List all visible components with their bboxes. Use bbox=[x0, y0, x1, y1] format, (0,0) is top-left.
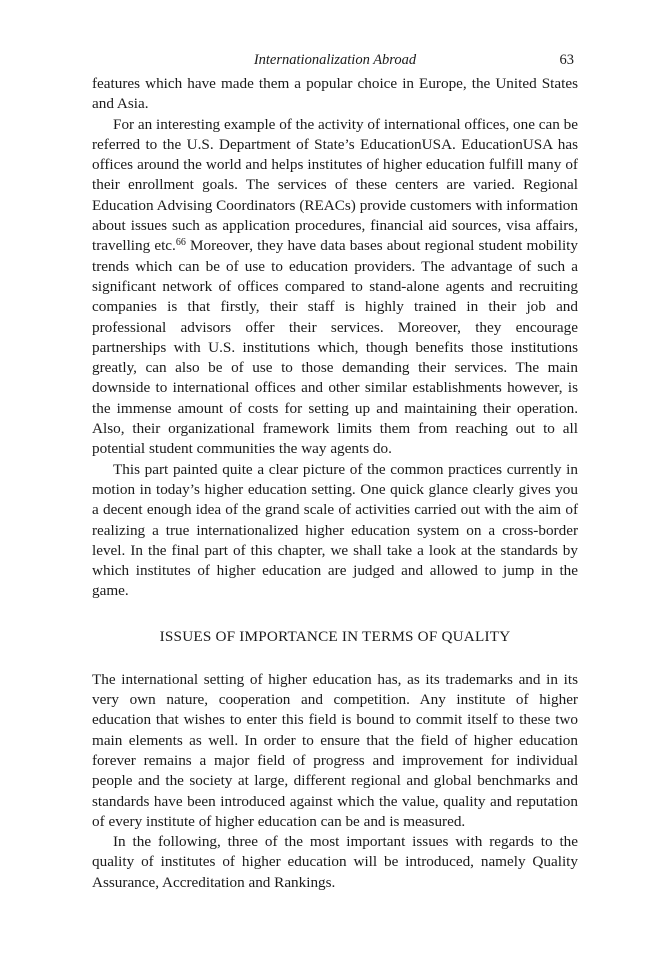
running-head bbox=[92, 52, 578, 74]
paragraph-international-offices bbox=[92, 115, 578, 460]
paragraph-text-after-footnote: Moreover, they have data bases about regional student mobility trends which can be of use to education providers. The advantage of such a significant network of offices compared to stand-alone agents and recruiting companies is that firstly, their staff is highly trained in their job and professional advisors offer their services. Moreover, they encourage partnerships with U.S. institutions which, though benefits those institutions greatly, can also be of use to those demanding their services. The main downside to international offices and other similar establishments however, is the immense amount of costs for setting up and maintaining their operation. Also, their organizational framework limits them from reaching out to all potential student communities the way agents do. bbox=[92, 237, 578, 458]
section-heading: ISSUES OF IMPORTANCE IN TERMS OF QUALITY bbox=[159, 627, 511, 645]
running-title: Internationalization Abroad bbox=[253, 52, 417, 68]
footnote-reference[interactable]: 66 bbox=[175, 237, 186, 249]
paragraph-quality-issues: In the following, three of the most important issues with regards to the quality of institutes of higher education will be introduced, namely Quality Assurance, Accreditation and Rankings. bbox=[92, 833, 578, 891]
paragraph-text-before-footnote: For an interesting example of the activity of international offices, one can be referred to the U.S. Department of State’s EducationUSA. EducationUSA has offices around the world and helps institutes of higher education fulfill many of their enrollment goals. The services of these centers are varied. Regional Education Advising Coordinators (REACs) provide customers with information about issues such as application procedures, financial aid sources, visa affairs, travelling etc. bbox=[92, 115, 578, 255]
book-page bbox=[92, 52, 578, 893]
paragraph-summary: This part painted quite a clear picture of the common practices currently in motion in today’s higher education setting. One quick glance clearly gives you a decent enough idea of the grand scale of activities carried out with the aim of realizing a true internationalized higher education system on a cross-border level. In the final part of this chapter, we shall take a look at the standards by which institutes of higher education are judged and allowed to jump in the game. bbox=[92, 460, 578, 600]
paragraph-quality-intro: The international setting of higher education has, as its trademarks and in its very own nature, cooperation and competition. Any institute of higher education that wishes to enter this field is bound to commit itself to these two main elements as well. In order to ensure that the field of higher education forever remains a major field of progress and improvement for individual people and the society at large, different regional and global benchmarks and standards have been introduced against which the value, quality and reputation of every institute of higher education can be and is measured. bbox=[92, 670, 578, 830]
paragraph-continued: features which have made them a popular choice in Europe, the United States and Asia. bbox=[92, 75, 578, 113]
page-number: 63 bbox=[559, 52, 574, 68]
body-text bbox=[92, 74, 578, 893]
